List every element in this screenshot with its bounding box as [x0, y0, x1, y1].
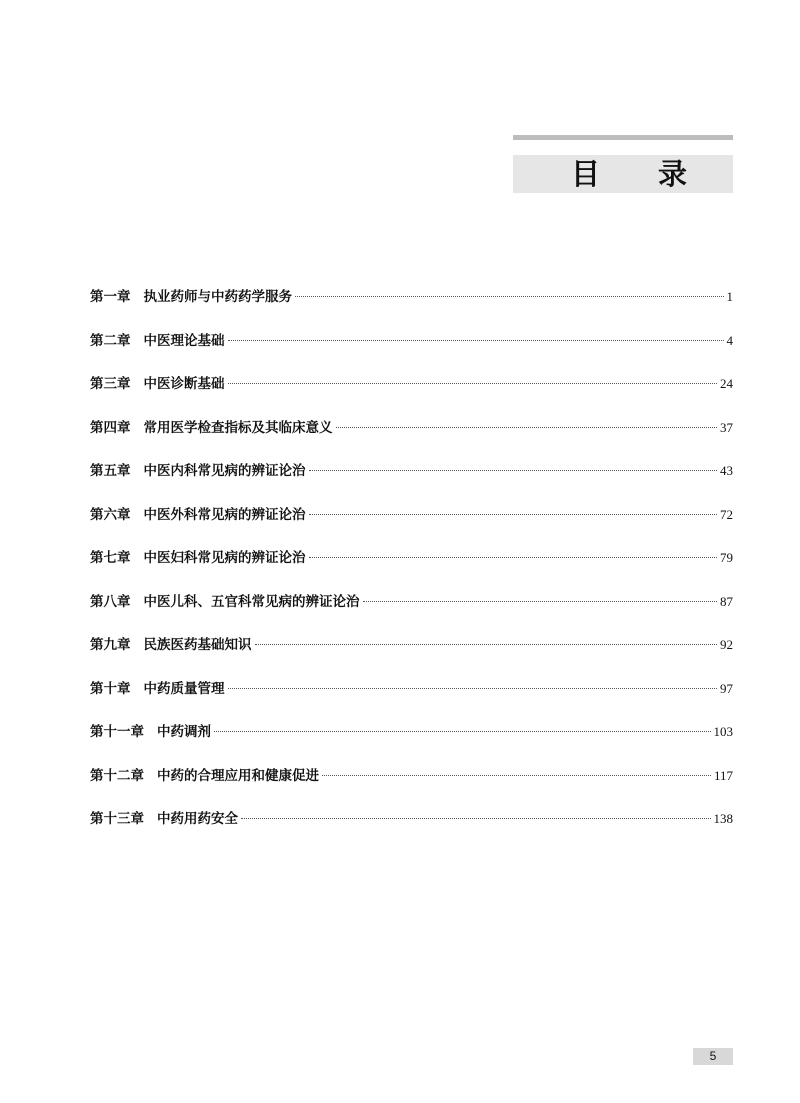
page-number: 103	[713, 724, 733, 739]
toc-entry[interactable]	[90, 548, 733, 592]
toc-entry[interactable]	[90, 809, 733, 853]
chapter-title: 中医诊断基础	[143, 376, 225, 392]
dot-leader	[228, 383, 718, 384]
table-of-contents	[90, 287, 733, 853]
dot-leader	[309, 514, 718, 515]
page-number: 79	[720, 550, 733, 565]
chapter-number: 第二章	[90, 332, 131, 349]
page-number: 1	[726, 289, 733, 304]
page-number: 43	[720, 463, 733, 478]
dot-leader	[363, 601, 718, 602]
chapter-number: 第五章	[90, 463, 131, 479]
dot-leader	[336, 427, 718, 428]
dot-leader	[309, 557, 718, 558]
chapter-title: 常用医学检查指标及其临床意义	[143, 419, 333, 436]
chapter-title: 中医内科常见病的辨证论治	[143, 463, 306, 479]
chapter-title: 民族医药基础知识	[143, 637, 252, 653]
page-number: 97	[720, 680, 733, 696]
page-number: 87	[720, 593, 733, 609]
chapter-number: 第十二章	[90, 767, 144, 784]
toc-entry[interactable]	[90, 418, 733, 462]
toc-entry[interactable]	[90, 722, 733, 766]
chapter-title: 中医理论基础	[143, 332, 225, 349]
chapter-title: 中药质量管理	[143, 680, 225, 697]
chapter-number: 第八章	[90, 593, 131, 610]
toc-entry[interactable]	[90, 374, 733, 418]
toc-entry[interactable]	[90, 679, 733, 723]
dot-leader	[255, 644, 718, 645]
chapter-number: 第十一章	[90, 724, 144, 740]
chapter-number: 第七章	[90, 550, 131, 566]
page-number: 117	[713, 767, 733, 783]
toc-entry[interactable]	[90, 592, 733, 636]
folio-page-number: 5	[693, 1048, 733, 1065]
chapter-number: 第九章	[90, 637, 131, 653]
dot-leader	[309, 470, 718, 471]
page-number: 4	[726, 332, 733, 348]
page-number: 24	[720, 376, 733, 391]
chapter-number: 第六章	[90, 506, 131, 523]
chapter-title: 中医儿科、五官科常见病的辨证论治	[143, 593, 360, 610]
dot-leader	[228, 688, 718, 689]
page-title: 目录	[571, 157, 746, 191]
chapter-title: 中药用药安全	[157, 811, 238, 827]
chapter-title: 中药调剂	[157, 724, 211, 740]
toc-entry[interactable]	[90, 505, 733, 549]
toc-entry[interactable]	[90, 635, 733, 679]
chapter-number: 第十章	[90, 680, 131, 697]
toc-entry[interactable]	[90, 766, 733, 810]
title-box	[513, 155, 746, 193]
dot-leader	[214, 731, 711, 732]
page-number: 37	[720, 419, 733, 435]
chapter-number: 第一章	[90, 289, 131, 305]
chapter-title: 中医外科常见病的辨证论治	[143, 506, 306, 523]
chapter-title: 中医妇科常见病的辨证论治	[143, 550, 306, 566]
page-number: 92	[720, 637, 733, 652]
page-number: 72	[720, 506, 733, 522]
chapter-number: 第四章	[90, 419, 131, 436]
title-rule	[513, 135, 733, 140]
chapter-number: 第十三章	[90, 811, 144, 827]
toc-entry[interactable]	[90, 461, 733, 505]
chapter-title: 执业药师与中药药学服务	[143, 289, 292, 305]
chapter-title: 中药的合理应用和健康促进	[157, 767, 319, 784]
page-number: 138	[713, 811, 733, 826]
dot-leader	[228, 340, 724, 341]
dot-leader	[241, 818, 711, 819]
toc-entry[interactable]	[90, 287, 733, 331]
dot-leader	[322, 775, 711, 776]
dot-leader	[295, 296, 724, 297]
chapter-number: 第三章	[90, 376, 131, 392]
toc-entry[interactable]	[90, 331, 733, 375]
